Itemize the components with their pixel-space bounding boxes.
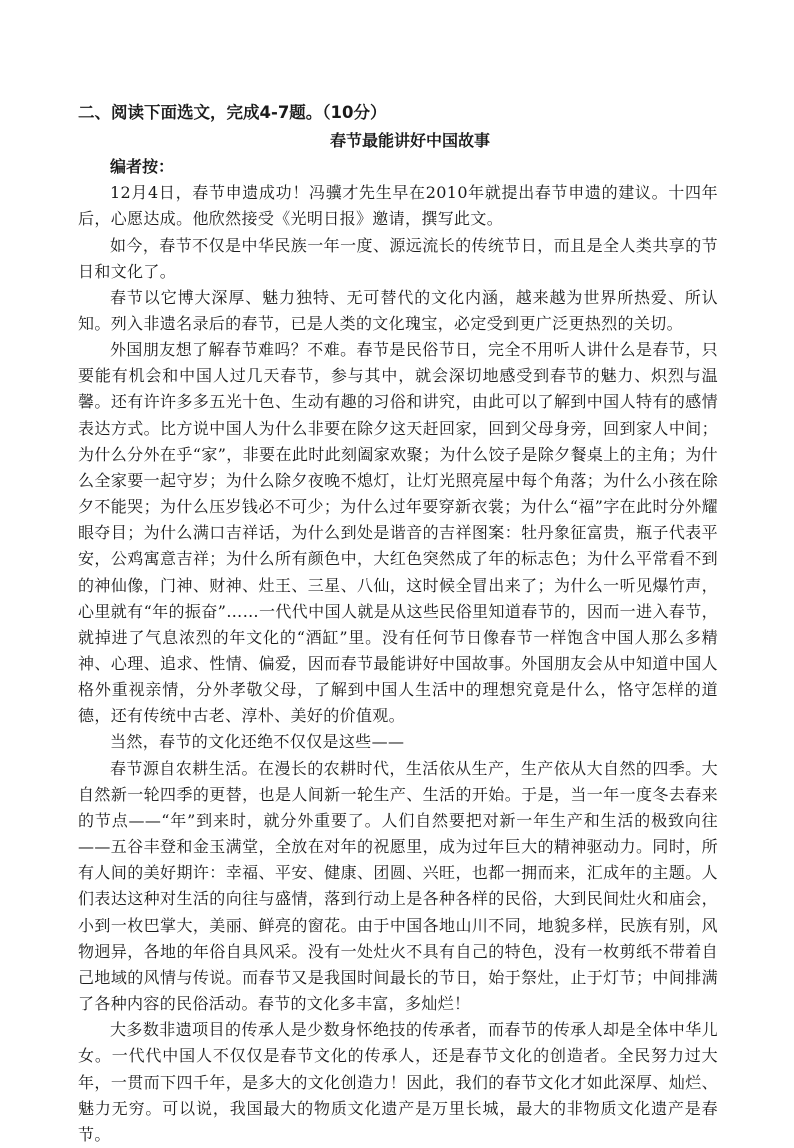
exam-page [78, 100, 718, 1148]
paragraph-transition: 当然，春节的文化还绝不仅仅是这些—— [110, 732, 405, 752]
editor-note-label: 编者按： [110, 157, 175, 176]
paragraph-cultural-treasure: 春节以它博大深厚、魅力独特、无可替代的文化内涵，越来越为世界所热爱、所认知。列入非遗名录后的春节，已是人类的文化瑰宝，必定受到更广泛更热烈的关切。 [78, 287, 718, 333]
paragraph-foreign-friends: 外国朋友想了解春节难吗？不难。春节是民俗节日，完全不用听人讲什么是春节，只要能有机会和中国人过几天春节，参与其中，就会深切地感受到春节的魅力、炽烈与温馨。还有许许多多五光十色、生动有趣的习俗和讲究，由此可以了解到中国人特有的感情表达方式。比方说中国人为什么非要在除夕这天赶回家，回到父母身旁，回到家人中间；为什么分外在乎“家”，非要在此时此刻阖家欢聚；为什么饺子是除夕餐桌上的主角；为什么全家要一起守岁；为什么除夕夜晚不熄灯，让灯光照亮屋中每个角落；为什么小孩在除夕不能哭；为什么压岁钱必不可少；为什么过年要穿新衣裳；为什么“福”字在此时分外耀眼夺目；为什么满口吉祥话，为什么到处是谐音的吉祥图案：牡丹象征富贵，瓶子代表平安，公鸡寓意吉祥；为什么所有颜色中，大红色突然成了年的标志色；为什么平常看不到的神仙像，门神、财神、灶王、三星、八仙，这时候全冒出来了；为什么一听见爆竹声，心里就有“年的振奋”……一代代中国人就是从这些民俗里知道春节的，因而一进入春节，就掉进了气息浓烈的年文化的“酒缸”里。没有任何节日像春节一样饱含中国人那么多精神、心理、追求、性情、偏爱，因而春节最能讲好中国故事。外国朋友会从中知道中国人格外重视亲情，分外孝敬父母，了解到中国人生活中的理想究竟是什么，恪守怎样的道德，还有传统中古老、淳朴、美好的价值观。 [78, 340, 718, 726]
paragraph-intro: 如今，春节不仅是中华民族一年一度、源远流长的传统节日，而且是全人类共享的节日和文化了。 [78, 235, 718, 281]
article-title: 春节最能讲好中国故事 [329, 131, 490, 150]
section-heading: 二、阅读下面选文，完成4-7题。（10分） [78, 103, 387, 122]
paragraph-editor-note: 12月4日，春节申遗成功！冯骥才先生早在2010年就提出春节申遗的建议。十四年后，心愿达成。他欣然接受《光明日报》邀请，撰写此文。 [78, 183, 718, 229]
paragraph-agrarian-origin: 春节源自农耕生活。在漫长的农耕时代，生活依从生产，生产依从大自然的四季。大自然新一轮四季的更替，也是人间新一轮生产、生活的开始。于是，当一年一度冬去春来的节点——“年”到来时，就分外重要了。人们自然要把对新一年生产和生活的极致向往——五谷丰登和金玉满堂，全放在对年的祝愿里，成为过年巨大的精神驱动力。同时，所有人间的美好期许：幸福、平安、健康、团圆、兴旺，也都一拥而来，汇成年的主题。人们表达这种对生活的向往与盛情，落到行动上是各种各样的民俗，大到民间灶火和庙会，小到一枚巴掌大，美丽、鲜亮的窗花。由于中国各地山川不同，地貌多样，民族有别，风物迥异，各地的年俗自具风采。没有一处灶火不具有自己的特色，没有一枚剪纸不带着自己地域的风情与传说。而春节又是我国时间最长的节日，始于祭灶，止于灯节；中间排满了各种内容的民俗活动。春节的文化多丰富，多灿烂！ [78, 758, 718, 1014]
paragraph-inheritors: 大多数非遗项目的传承人是少数身怀绝技的传承者，而春节的传承人却是全体中华儿女。一代代中国人不仅仅是春节文化的传承人，还是春节文化的创造者。全民努力过大年，一贯而下四千年，是多大的文化创造力！因此，我们的春节文化才如此深厚、灿烂、魅力无穷。可以说，我国最大的物质文化遗产是万里长城，最大的非物质文化遗产是春节。 [78, 1020, 718, 1144]
